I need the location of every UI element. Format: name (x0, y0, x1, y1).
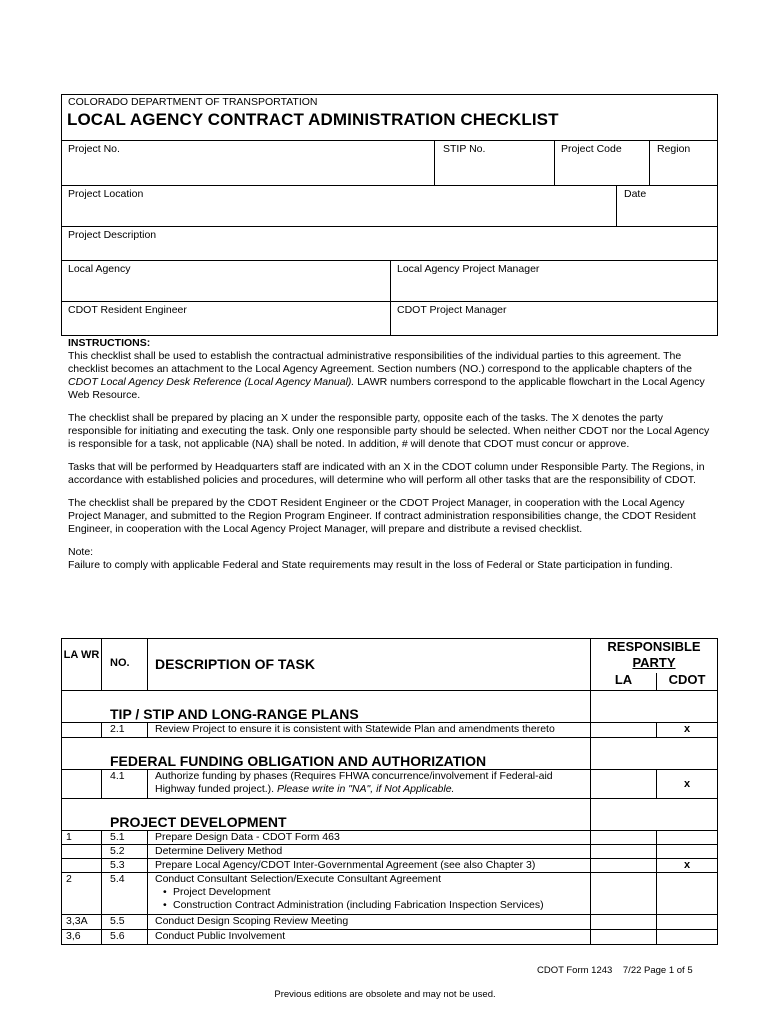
task-description: Conduct Public Involvement (155, 930, 286, 942)
task-number: 5.4 (110, 873, 125, 885)
cdot-pm-field[interactable]: CDOT Project Manager (397, 304, 507, 316)
col-header-la: LA (614, 672, 633, 687)
task-description: Prepare Local Agency/CDOT Inter-Governmental Agreement (see also Chapter 3) (155, 859, 536, 871)
instructions-paragraph-1: This checklist shall be used to establish the contractual administrative responsibilities of the individual parties to this agreement. The checklist becomes an attachment to the Local Agency Agreement. Section numbers (NO.) correspond to the applicable chapters of the CDOT Local Agency Desk Reference (Local Agency Manual). LAWR numbers correspond to the applicable flowchart in the Local Agency Web Resource. (68, 350, 705, 401)
section-title: FEDERAL FUNDING OBLIGATION AND AUTHORIZATION (110, 753, 487, 769)
bullet-list (155, 886, 585, 912)
footer-obsolete-note: Previous editions are obsolete and may not be used. (274, 989, 496, 1000)
list-item: • Construction Contract Administration (including Fabrication Inspection Services) (173, 899, 585, 912)
task-number: 5.3 (110, 859, 125, 871)
instructions-paragraph-2: The checklist shall be prepared by placing an X under the responsible party, opposite each of the tasks. The X denotes the party responsible for initiating and executing the task. Only one responsible party should be selected. When neither CDOT nor the Local Agency is responsible for a task, not applicable (NA) shall be noted. In addition, # will denote that CDOT must concur or approve. (68, 412, 710, 450)
col-divider (101, 769, 102, 798)
lawr-number: 3,3A (66, 915, 88, 927)
date-field[interactable]: Date (624, 188, 647, 200)
task-description: Determine Delivery Method (155, 845, 283, 857)
instructions-heading: INSTRUCTIONS: (68, 337, 151, 349)
divider (649, 140, 650, 186)
lawr-number: 2 (66, 873, 72, 885)
task-description: Authorize funding by phases (Requires FHWA concurrence/involvement if Federal-aid Highway funded project.). Please write in "NA", if Not Applicable. (155, 770, 553, 795)
local-agency-pm-field[interactable]: Local Agency Project Manager (397, 263, 540, 275)
instructions-paragraph-3: Tasks that will be performed by Headquarters staff are indicated with an X in the CDOT column under Responsible Party. The Regions, in accordance with established policies and procedures, will determine who will perform all other tasks that are the responsibility of CDOT. (68, 461, 705, 486)
instructions-block (68, 337, 714, 572)
task-description: Review Project to ensure it is consistent with Statewide Plan and amendments thereto (155, 723, 555, 735)
local-agency-field[interactable]: Local Agency (68, 263, 131, 275)
row-divider (61, 798, 718, 799)
task-number: 5.6 (110, 930, 125, 942)
list-item: • Project Development (173, 886, 585, 899)
col-header-lawr: LA WR (63, 649, 100, 661)
col-divider (101, 722, 102, 737)
col-header-cdot: CDOT (668, 672, 706, 687)
project-location-field[interactable]: Project Location (68, 188, 144, 200)
task-description: Conduct Design Scoping Review Meeting (155, 915, 349, 927)
divider (61, 226, 718, 227)
col-divider (147, 830, 148, 945)
row-divider (61, 737, 718, 738)
divider (616, 185, 617, 227)
task-number: 5.2 (110, 845, 125, 857)
instructions-paragraph-4: The checklist shall be prepared by the CDOT Resident Engineer or the CDOT Project Manager, in cooperation with the Local Agency Project Manager, and submitted to the Region Program Engineer. If contract administration responsibilities change, the CDOT Resident Engineer, in cooperation with the Local Agency Project Manager, will prepare and distribute a revised checklist. (68, 497, 696, 535)
task-number: 2.1 (110, 723, 125, 735)
col-divider (101, 638, 102, 691)
project-description-field[interactable]: Project Description (68, 229, 157, 241)
cdot-responsible-mark[interactable]: x (683, 723, 691, 735)
col-header-description: DESCRIPTION OF TASK (155, 656, 315, 672)
divider (61, 185, 718, 186)
section-title: TIP / STIP AND LONG-RANGE PLANS (110, 706, 359, 722)
task-number: 4.1 (110, 770, 125, 782)
footer-form-info: CDOT Form 1243 7/22 Page 1 of 5 (537, 965, 693, 976)
col-header-responsible: RESPONSIBLE (607, 639, 701, 654)
col-divider (147, 769, 148, 798)
department-name: COLORADO DEPARTMENT OF TRANSPORTATION (68, 96, 318, 108)
col-header-no: NO. (110, 657, 130, 669)
col-divider (147, 722, 148, 737)
lawr-number: 3,6 (66, 930, 81, 942)
task-number: 5.1 (110, 831, 125, 843)
note-text: Failure to comply with applicable Federal and State requirements may result in the loss of Federal or State participation in funding. (68, 559, 673, 571)
cdot-responsible-mark[interactable]: x (683, 778, 691, 790)
lawr-number: 1 (66, 831, 72, 843)
col-divider (101, 830, 102, 945)
region-field[interactable]: Region (657, 143, 691, 155)
project-no-field[interactable]: Project No. (68, 143, 120, 155)
col-header-party: PARTY (632, 655, 676, 670)
divider (434, 140, 435, 186)
col-divider (656, 830, 657, 945)
col-divider (147, 638, 148, 691)
section-title: PROJECT DEVELOPMENT (110, 814, 287, 830)
divider (554, 140, 555, 186)
project-code-field[interactable]: Project Code (561, 143, 622, 155)
divider (61, 140, 718, 141)
row-divider (61, 690, 718, 691)
divider (61, 301, 718, 302)
form-title: LOCAL AGENCY CONTRACT ADMINISTRATION CHECKLIST (67, 110, 559, 129)
task-description: Prepare Design Data - CDOT Form 463 (155, 831, 340, 843)
divider (390, 260, 391, 336)
stip-no-field[interactable]: STIP No. (443, 143, 486, 155)
note-label: Note: (68, 546, 94, 558)
task-description: Conduct Consultant Selection/Execute Consultant Agreement • Project Development • Construction Contract Administration (including Fabrication Inspection Services) (155, 873, 585, 912)
cdot-resident-engineer-field[interactable]: CDOT Resident Engineer (68, 304, 187, 316)
task-number: 5.5 (110, 915, 125, 927)
cdot-responsible-mark[interactable]: x (683, 859, 691, 871)
